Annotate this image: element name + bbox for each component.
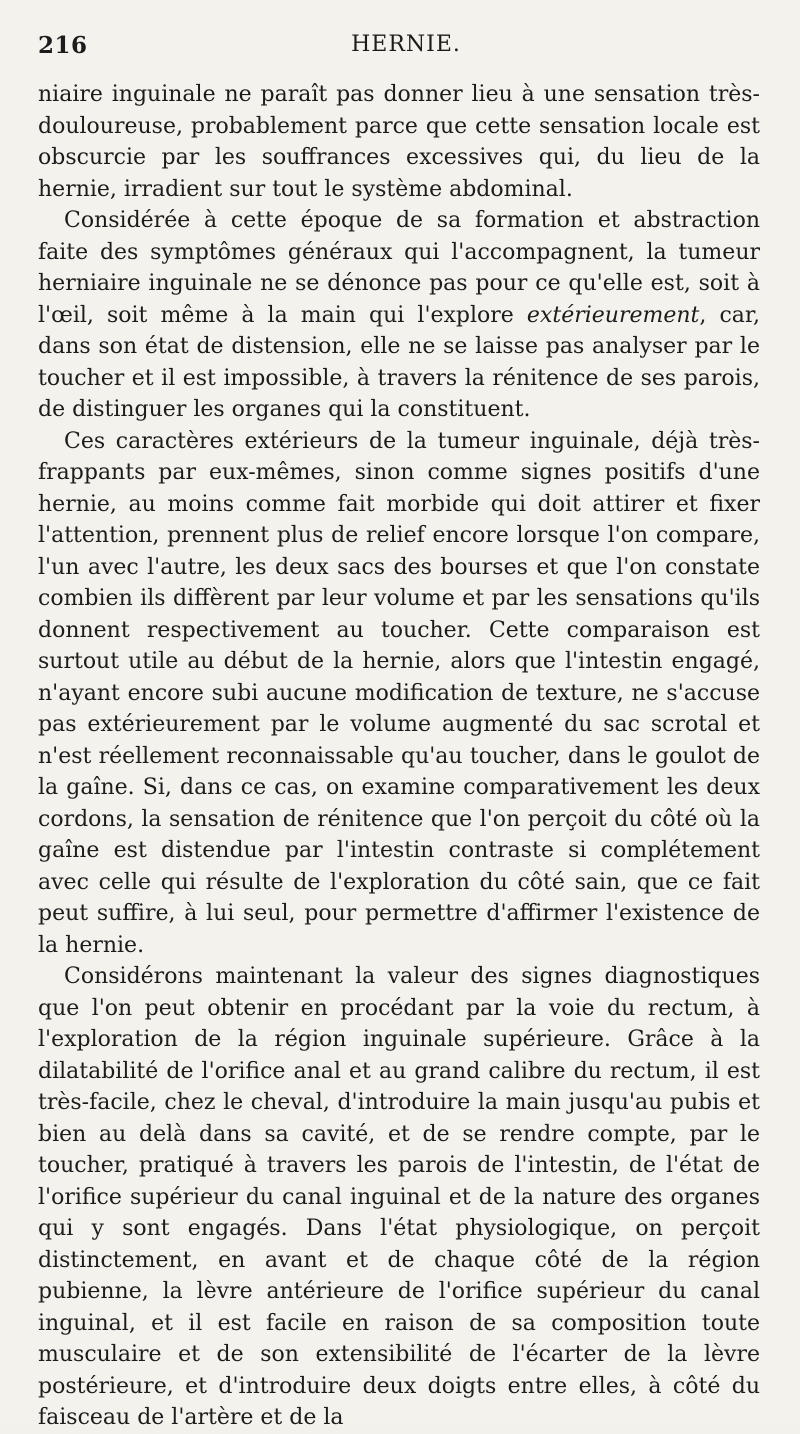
running-head	[38, 32, 760, 66]
emphasized-word: extérieurement	[526, 302, 700, 328]
paragraph-text-after-emphasis: , car, dans son état de distension, elle ne se laisse pas analyser par le toucher et il est impossible, à travers la rénitence de ses parois, de distinguer les organes qui la constituent.	[38, 302, 760, 422]
paragraph-symptoms	[38, 205, 760, 426]
body-text	[38, 79, 760, 1434]
paragraph-rectal-exploration: Considérons maintenant la valeur des signes diagnostiques que l'on peut obtenir en procédant par la voie du rectum, à l'exploration de la région inguinale supérieure. Grâce à la dilatabilité de l'orifice anal et au grand calibre du rectum, il est très-facile, chez le cheval, d'introduire la main jusqu'au pubis et bien au delà dans sa cavité, et de se rendre compte, par le toucher, pratiqué à travers les parois de l'intestin, de l'état de l'orifice supérieur du canal inguinal et de la nature des organes qui y sont engagés. Dans l'état physiologique, on perçoit distinctement, en avant et de chaque côté de la région pubienne, la lèvre antérieure de l'orifice supérieur du canal inguinal, et il est facile en raison de sa composition toute musculaire et de son extensibilité de l'écarter de la lèvre postérieure, et d'introduire deux doigts entre elles, à côté du faisceau de l'artère et de la	[38, 964, 760, 1430]
paragraph-external-characters: Ces caractères extérieurs de la tumeur inguinale, déjà très-frappants par eux-mêmes, sinon comme signes positifs d'une hernie, au moins comme fait morbide qui doit attirer et fixer l'attention, prennent plus de relief encore lorsque l'on compare, l'un avec l'autre, les deux sacs des bourses et que l'on constate combien ils diffèrent par leur volume et par les sensations qu'ils donnent respectivement au toucher. Cette comparaison est surtout utile au début de la hernie, alors que l'intestin engagé, n'ayant encore subi aucune modification de texture, ne s'accuse pas extérieurement par le volume augmenté du sac scrotal et n'est réellement reconnaissable qu'au toucher, dans le goulot de la gaîne. Si, dans ce cas, on examine comparativement les deux cordons, la sensation de rénitence que l'on perçoit du côté où la gaîne est distendue par l'intestin contraste si complétement avec celle qui résulte de l'exploration du côté sain, que ce fait peut suffire, à lui seul, pour permettre d'affirmer l'existence de la hernie.	[38, 428, 760, 958]
paragraph-text-before-emphasis: Considérée à cette époque de sa formation et abstraction faite des symptômes généraux qui l'accompagnent, la tumeur herniaire inguinale ne se dénonce pas pour ce qu'elle est, soit à l'œil, soit même à la main qui l'explore	[38, 208, 760, 328]
page-number: 216	[38, 32, 88, 59]
paragraph-continuation: niaire inguinale ne paraît pas donner lieu à une sensation très-douloureuse, probablement parce que cette sensation locale est obscurcie par les souffrances excessives qui, du lieu de la hernie, irradient sur tout le système abdominal.	[38, 82, 760, 202]
running-title: HERNIE.	[351, 32, 461, 57]
